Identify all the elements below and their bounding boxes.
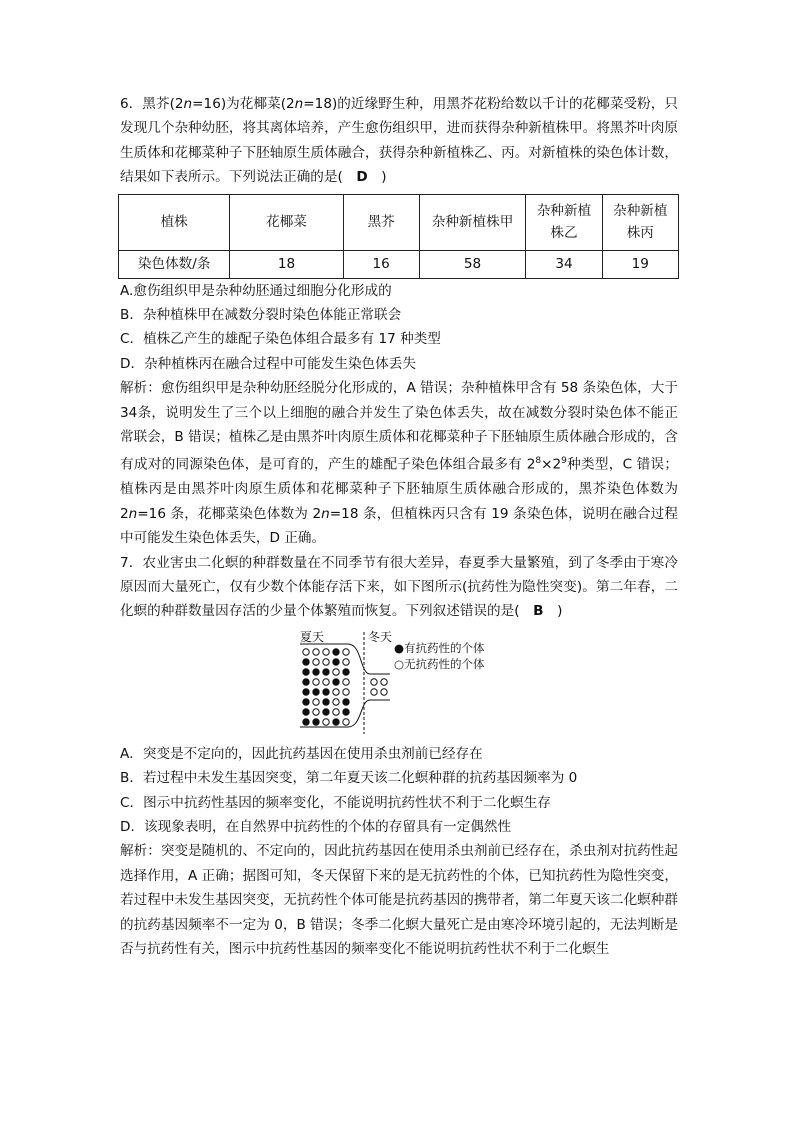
resistant-dot (303, 659, 309, 665)
q6-option-b: B．杂种植株甲在减数分裂时染色体能正常联会 (120, 307, 402, 324)
nonresistant-dot (323, 649, 329, 655)
page-content (120, 92, 678, 962)
nonresistant-dot (333, 699, 339, 705)
table-header-hybrid-c: 杂种新植株丙 (602, 194, 678, 250)
table-cell: 18 (230, 250, 343, 278)
resistant-dot (333, 659, 339, 665)
nonresistant-dot (313, 709, 319, 715)
question-6-stem: 6．黑芥(2n=16)为花椰菜(2n=18)的近缘野生种，用黑芥花粉给数以千计的花椰菜受粉，只发现几个杂种幼胚，将其离体培养，产生愈伤组织甲，进而获得杂种新植株甲。将黑芥叶肉原生质体和花椰菜种子下胚轴原生质体融合，获得杂种新植株乙、丙。对新植株的染色体计数，结果如下表所示。下列说法正确的是( D ) (120, 96, 678, 186)
resistant-dot (333, 719, 339, 725)
q6-option-d: D．杂种植株丙在融合过程中可能发生染色体丢失 (120, 355, 416, 372)
question-7-answer: B (533, 603, 544, 620)
resistant-dot (303, 709, 309, 715)
resistant-dot (343, 709, 349, 715)
table-cell: 16 (343, 250, 419, 278)
table-header-plant: 植株 (119, 194, 230, 250)
q7-option-d: D．该现象表明，在自然界中抗药性的个体的存留具有一定偶然性 (120, 819, 512, 836)
resistant-dot (303, 719, 309, 725)
nonresistant-dot (333, 669, 339, 675)
q7-analysis: 解析：突变是随机的、不定向的，因此抗药基因在使用杀虫剂前已经存在，杀虫剂对抗药性起选择作用，A 正确；据图可知，冬天保留下来的是无抗药性的个体，已知抗药性为隐性突变，若过程中未发生基因突变，无抗药性个体可能是抗药基因的携带者，第二年夏天该二化螟种群的抗药基因频率不一定为 0，B 错误；冬季二化螟大量死亡是由寒冷环境引起的，无法判断是否与抗药性有关，图示中抗药性基因的频率变化不能说明抗药性状不利于二化螟生 (120, 843, 678, 958)
nonresistant-dot (343, 719, 349, 725)
table-header-hybrid-b: 杂种新植株乙 (526, 194, 602, 250)
nonresistant-dot (313, 649, 319, 655)
table-cell: 34 (526, 250, 602, 278)
resistant-dot (323, 689, 329, 695)
nonresistant-dot (381, 679, 387, 685)
nonresistant-dot (333, 709, 339, 715)
nonresistant-dot (381, 689, 387, 695)
nonresistant-dot (343, 659, 349, 665)
question-6-answer: D (356, 169, 368, 186)
q6-analysis: 解析：愈伤组织甲是杂种幼胚经脱分化形成的，A 错误；杂种植株甲含有 58 条染色体，大于 34条，说明发生了三个以上细胞的融合并发生了染色体丢失，故在减数分裂时染色体不能正常联会，B 错误；植株乙是由黑芥叶肉原生质体和花椰菜种子下胚轴原生质体融合形成的，含有成对的同源染色体，是可育的，产生的雄配子染色体组合最多有 $2^8\times 2^9$种类型，C 错误；植株丙是由黑芥叶肉原生质体和花椰菜种子下胚轴原生质体融合形成的，黑芥染色体数为 2n=16 条，花椰菜染色体数为 2n=18 条，但植株丙只含有 19 条染色体，说明在融合过程中可能发生染色体丢失，D 正确。 (120, 380, 679, 547)
legend-resistant: ●有抗药性的个体 (394, 640, 485, 655)
resistant-dot (313, 669, 319, 675)
population-diagram-svg (298, 630, 518, 736)
resistant-dot (313, 689, 319, 695)
nonresistant-dot (313, 659, 319, 665)
resistant-dot (343, 669, 349, 675)
winter-label: 冬天 (368, 629, 393, 644)
nonresistant-dot (323, 719, 329, 725)
table-row-label: 染色体数/条 (119, 250, 230, 278)
table-cell: 19 (602, 250, 678, 278)
resistant-dot (313, 719, 319, 725)
nonresistant-dot (313, 679, 319, 685)
population-diagram (298, 630, 518, 736)
resistant-dot (303, 679, 309, 685)
summer-label: 夏天 (300, 629, 325, 644)
nonresistant-dot (371, 679, 377, 685)
table-header-cauliflower: 花椰菜 (230, 194, 343, 250)
nonresistant-dot (323, 659, 329, 665)
legend-nonresistant: ○无抗药性的个体 (394, 656, 485, 671)
resistant-dot (333, 679, 339, 685)
chromosome-count-table (118, 194, 679, 279)
resistant-dot (323, 699, 329, 705)
nonresistant-dot (343, 689, 349, 695)
nonresistant-dot (343, 679, 349, 685)
resistant-dot (333, 649, 339, 655)
resistant-dot (323, 669, 329, 675)
q7-option-c: C．图示中抗药性基因的频率变化，不能说明抗药性状不利于二化螟生存 (120, 794, 551, 811)
resistant-dot (323, 709, 329, 715)
nonresistant-dot (303, 649, 309, 655)
question-7-stem: 7．农业害虫二化螟的种群数量在不同季节有很大差异，春夏季大量繁殖，到了冬季由于寒冷原因而大量死亡，仅有少数个体能存活下来，如下图所示(抗药性为隐性突变)。第二年春，二化螟的种群数量因存活的少量个体繁殖而恢复。下列叙述错误的是( B ) (120, 554, 678, 620)
q7-option-a: A．突变是不定向的，因此抗药基因在使用杀虫剂前已经存在 (120, 745, 483, 762)
nonresistant-dot (343, 649, 349, 655)
nonresistant-dot (333, 689, 339, 695)
population-dots (303, 649, 387, 725)
q7-option-b: B．若过程中未发生基因突变，第二年夏天该二化螟种群的抗药基因频率为 0 (120, 770, 578, 787)
resistant-dot (303, 699, 309, 705)
nonresistant-dot (313, 699, 319, 705)
table-header-hybrid-a: 杂种新植株甲 (419, 194, 526, 250)
q6-option-c: C．植株乙产生的雄配子染色体组合最多有 17 种类型 (120, 331, 441, 348)
nonresistant-dot (371, 689, 377, 695)
resistant-dot (303, 689, 309, 695)
resistant-dot (343, 699, 349, 705)
resistant-dot (303, 669, 309, 675)
table-header-black-mustard: 黑芥 (343, 194, 419, 250)
nonresistant-dot (323, 679, 329, 685)
q6-option-a: A.愈伤组织甲是杂种幼胚通过细胞分化形成的 (120, 282, 392, 299)
table-cell: 58 (419, 250, 526, 278)
